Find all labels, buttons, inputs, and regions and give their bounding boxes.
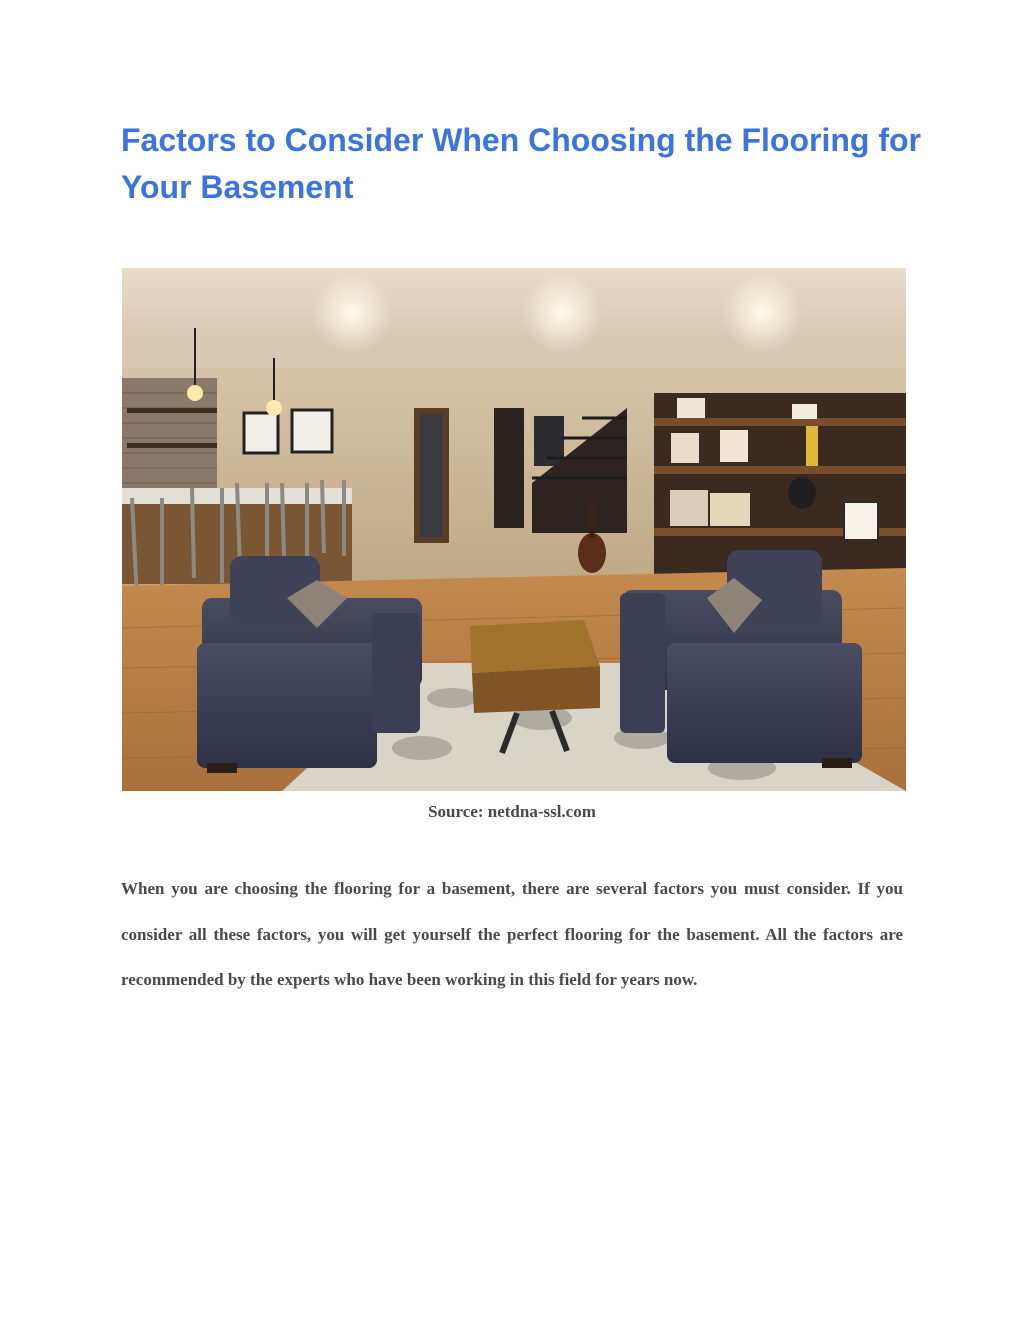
basement-living-room-photo: [122, 268, 906, 791]
intro-paragraph: When you are choosing the flooring for a basement, there are several factors you must consider. If you consider all these factors, you will get yourself the perfect flooring for the basement. All the factors are recommended by the experts who have been working in this field for years now.: [121, 879, 903, 989]
page-title: Factors to Consider When Choosing the Flooring for Your Basement: [121, 122, 921, 205]
image-caption: Source: netdna-ssl.com: [428, 802, 596, 821]
